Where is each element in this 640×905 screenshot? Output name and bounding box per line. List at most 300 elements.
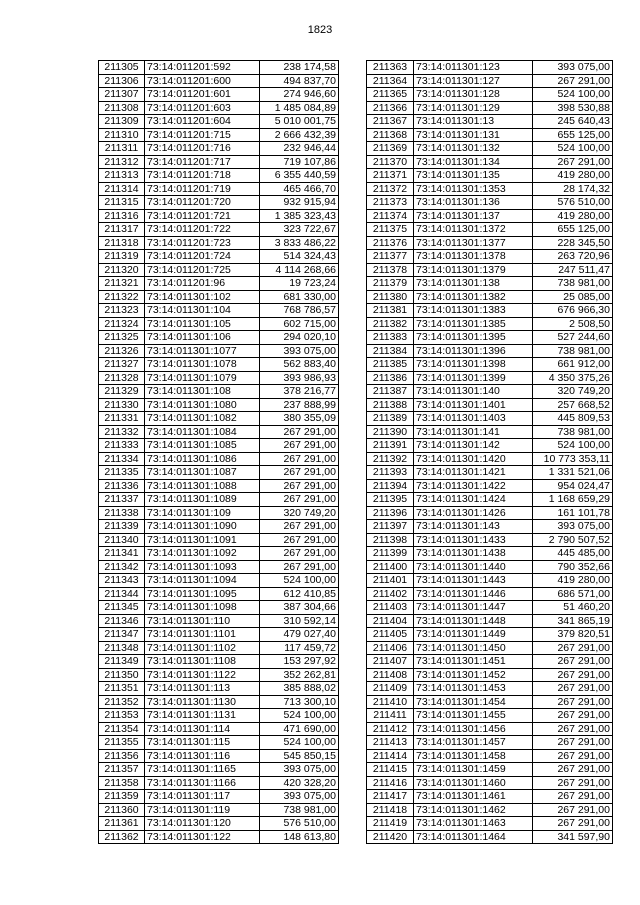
cadastral-value: 267 291,00 (533, 736, 613, 750)
table-row (367, 358, 613, 372)
cadastral-number: 73:14:011301:1440 (414, 560, 533, 574)
row-number: 211310 (99, 128, 145, 142)
table-row (99, 74, 339, 88)
cadastral-number: 73:14:011301:1385 (414, 317, 533, 331)
cadastral-number: 73:14:011301:1460 (414, 776, 533, 790)
row-number: 211329 (99, 385, 145, 399)
table-row (367, 601, 613, 615)
row-number: 211390 (367, 425, 414, 439)
row-number: 211417 (367, 790, 414, 804)
cadastral-value: 267 291,00 (260, 520, 339, 534)
cadastral-number: 73:14:011301:1092 (145, 547, 260, 561)
cadastral-value: 1 385 323,43 (260, 209, 339, 223)
cadastral-number: 73:14:011301:1087 (145, 466, 260, 480)
table-row (367, 776, 613, 790)
row-number: 211412 (367, 722, 414, 736)
cadastral-value: 320 749,20 (260, 506, 339, 520)
table-row (99, 641, 339, 655)
cadastral-number: 73:14:011301:123 (414, 61, 533, 75)
table-row (367, 115, 613, 129)
cadastral-value: 420 328,20 (260, 776, 339, 790)
table-right-body (367, 61, 613, 844)
table-row (367, 479, 613, 493)
row-number: 211312 (99, 155, 145, 169)
row-number: 211357 (99, 763, 145, 777)
cadastral-value: 237 888,99 (260, 398, 339, 412)
cadastral-value: 274 946,60 (260, 88, 339, 102)
row-number: 211374 (367, 209, 414, 223)
cadastral-value: 445 809,53 (533, 412, 613, 426)
cadastral-value: 5 010 001,75 (260, 115, 339, 129)
table-row (99, 479, 339, 493)
cadastral-value: 393 075,00 (260, 344, 339, 358)
row-number: 211348 (99, 641, 145, 655)
table-row (367, 709, 613, 723)
cadastral-value: 524 100,00 (533, 88, 613, 102)
row-number: 211416 (367, 776, 414, 790)
cadastral-value: 267 291,00 (260, 425, 339, 439)
cadastral-number: 73:14:011301:110 (145, 614, 260, 628)
row-number: 211418 (367, 803, 414, 817)
table-row (99, 439, 339, 453)
cadastral-number: 73:14:011201:603 (145, 101, 260, 115)
row-number: 211352 (99, 695, 145, 709)
row-number: 211401 (367, 574, 414, 588)
cadastral-number: 73:14:011201:725 (145, 263, 260, 277)
cadastral-value: 524 100,00 (260, 709, 339, 723)
cadastral-number: 73:14:011301:1422 (414, 479, 533, 493)
table-row (99, 722, 339, 736)
row-number: 211388 (367, 398, 414, 412)
cadastral-value: 267 291,00 (533, 655, 613, 669)
table-row (367, 655, 613, 669)
row-number: 211338 (99, 506, 145, 520)
table-row (99, 695, 339, 709)
table-row (99, 817, 339, 831)
cadastral-value: 238 174,58 (260, 61, 339, 75)
cadastral-number: 73:14:011301:1450 (414, 641, 533, 655)
cadastral-number: 73:14:011301:135 (414, 169, 533, 183)
cadastral-number: 73:14:011301:137 (414, 209, 533, 223)
cadastral-number: 73:14:011201:724 (145, 250, 260, 264)
row-number: 211311 (99, 142, 145, 156)
row-number: 211371 (367, 169, 414, 183)
cadastral-number: 73:14:011301:1451 (414, 655, 533, 669)
cadastral-number: 73:14:011301:1377 (414, 236, 533, 250)
cadastral-number: 73:14:011301:131 (414, 128, 533, 142)
row-number: 211319 (99, 250, 145, 264)
cadastral-value: 257 668,52 (533, 398, 613, 412)
cadastral-value: 352 262,81 (260, 668, 339, 682)
cadastral-number: 73:14:011301:1463 (414, 817, 533, 831)
cadastral-number: 73:14:011301:1399 (414, 371, 533, 385)
table-row (99, 668, 339, 682)
table-row (99, 655, 339, 669)
table-row (99, 682, 339, 696)
table-row (99, 290, 339, 304)
cadastral-value: 738 981,00 (533, 277, 613, 291)
table-row (367, 466, 613, 480)
row-number: 211362 (99, 830, 145, 844)
cadastral-number: 73:14:011301:1079 (145, 371, 260, 385)
cadastral-value: 267 291,00 (533, 749, 613, 763)
row-number: 211307 (99, 88, 145, 102)
table-row (99, 182, 339, 196)
cadastral-number: 73:14:011301:1085 (145, 439, 260, 453)
row-number: 211372 (367, 182, 414, 196)
table-row (99, 115, 339, 129)
cadastral-number: 73:14:011301:1094 (145, 574, 260, 588)
row-number: 211408 (367, 668, 414, 682)
cadastral-value: 385 888,02 (260, 682, 339, 696)
cadastral-value: 524 100,00 (533, 142, 613, 156)
row-number: 211316 (99, 209, 145, 223)
table-row (99, 250, 339, 264)
table-row (367, 398, 613, 412)
cadastral-value: 341 597,90 (533, 830, 613, 844)
row-number: 211370 (367, 155, 414, 169)
table-row (99, 412, 339, 426)
table-row (99, 142, 339, 156)
table-row (99, 520, 339, 534)
row-number: 211402 (367, 587, 414, 601)
row-number: 211396 (367, 506, 414, 520)
cadastral-value: 393 075,00 (260, 763, 339, 777)
cadastral-number: 73:14:011301:1461 (414, 790, 533, 804)
cadastral-value: 686 571,00 (533, 587, 613, 601)
cadastral-value: 267 291,00 (260, 560, 339, 574)
table-row (367, 182, 613, 196)
row-number: 211335 (99, 466, 145, 480)
cadastral-number: 73:14:011301:1438 (414, 547, 533, 561)
table-row (367, 736, 613, 750)
cadastral-value: 380 355,09 (260, 412, 339, 426)
cadastral-number: 73:14:011301:1166 (145, 776, 260, 790)
cadastral-value: 471 690,00 (260, 722, 339, 736)
table-row (99, 587, 339, 601)
row-number: 211386 (367, 371, 414, 385)
cadastral-value: 612 410,85 (260, 587, 339, 601)
cadastral-number: 73:14:011301:105 (145, 317, 260, 331)
cadastral-value: 228 345,50 (533, 236, 613, 250)
cadastral-value: 267 291,00 (260, 466, 339, 480)
row-number: 211326 (99, 344, 145, 358)
cadastral-value: 655 125,00 (533, 128, 613, 142)
cadastral-value: 267 291,00 (533, 722, 613, 736)
cadastral-value: 768 786,57 (260, 304, 339, 318)
row-number: 211317 (99, 223, 145, 237)
table-row (367, 506, 613, 520)
cadastral-value: 323 722,67 (260, 223, 339, 237)
row-number: 211330 (99, 398, 145, 412)
table-row (367, 641, 613, 655)
row-number: 211323 (99, 304, 145, 318)
table-row (99, 331, 339, 345)
row-number: 211333 (99, 439, 145, 453)
table-row (367, 628, 613, 642)
row-number: 211414 (367, 749, 414, 763)
row-number: 211343 (99, 574, 145, 588)
cadastral-number: 73:14:011301:136 (414, 196, 533, 210)
cadastral-number: 73:14:011301:1165 (145, 763, 260, 777)
cadastral-number: 73:14:011301:1452 (414, 668, 533, 682)
cadastral-value: 719 107,86 (260, 155, 339, 169)
row-number: 211350 (99, 668, 145, 682)
row-number: 211405 (367, 628, 414, 642)
table-row (367, 722, 613, 736)
row-number: 211377 (367, 250, 414, 264)
table-row (367, 749, 613, 763)
cadastral-value: 341 865,19 (533, 614, 613, 628)
row-number: 211379 (367, 277, 414, 291)
table-row (99, 263, 339, 277)
row-number: 211351 (99, 682, 145, 696)
row-number: 211309 (99, 115, 145, 129)
cadastral-number: 73:14:011201:601 (145, 88, 260, 102)
row-number: 211373 (367, 196, 414, 210)
cadastral-number: 73:14:011301:1443 (414, 574, 533, 588)
row-number: 211364 (367, 74, 414, 88)
row-number: 211342 (99, 560, 145, 574)
cadastral-value: 524 100,00 (260, 736, 339, 750)
cadastral-number: 73:14:011301:140 (414, 385, 533, 399)
table-row (99, 371, 339, 385)
cadastral-value: 267 291,00 (260, 493, 339, 507)
cadastral-number: 73:14:011301:1448 (414, 614, 533, 628)
table-row (99, 614, 339, 628)
cadastral-number: 73:14:011301:102 (145, 290, 260, 304)
table-row (367, 128, 613, 142)
cadastral-number: 73:14:011301:1459 (414, 763, 533, 777)
cadastral-value: 1 331 521,06 (533, 466, 613, 480)
row-number: 211305 (99, 61, 145, 75)
row-number: 211384 (367, 344, 414, 358)
cadastral-value: 393 075,00 (533, 61, 613, 75)
table-row (367, 830, 613, 844)
cadastral-value: 267 291,00 (533, 74, 613, 88)
row-number: 211410 (367, 695, 414, 709)
table-row (367, 169, 613, 183)
cadastral-value: 2 508,50 (533, 317, 613, 331)
cadastral-value: 51 460,20 (533, 601, 613, 615)
cadastral-number: 73:14:011301:106 (145, 331, 260, 345)
cadastral-value: 232 946,44 (260, 142, 339, 156)
table-row (99, 385, 339, 399)
cadastral-value: 310 592,14 (260, 614, 339, 628)
cadastral-number: 73:14:011301:1401 (414, 398, 533, 412)
row-number: 211387 (367, 385, 414, 399)
row-number: 211415 (367, 763, 414, 777)
cadastral-value: 514 324,43 (260, 250, 339, 264)
row-number: 211347 (99, 628, 145, 642)
table-row (367, 223, 613, 237)
cadastral-number: 73:14:011301:1462 (414, 803, 533, 817)
row-number: 211353 (99, 709, 145, 723)
row-number: 211361 (99, 817, 145, 831)
row-number: 211363 (367, 61, 414, 75)
table-row (367, 614, 613, 628)
table-row (367, 587, 613, 601)
row-number: 211327 (99, 358, 145, 372)
row-number: 211359 (99, 790, 145, 804)
cadastral-value: 562 883,40 (260, 358, 339, 372)
row-number: 211337 (99, 493, 145, 507)
table-row (367, 74, 613, 88)
cadastral-value: 379 820,51 (533, 628, 613, 642)
cadastral-value: 263 720,96 (533, 250, 613, 264)
cadastral-number: 73:14:011301:122 (145, 830, 260, 844)
cadastral-value: 661 912,00 (533, 358, 613, 372)
cadastral-number: 73:14:011301:1382 (414, 290, 533, 304)
table-row (99, 61, 339, 75)
cadastral-number: 73:14:011301:117 (145, 790, 260, 804)
row-number: 211380 (367, 290, 414, 304)
row-number: 211375 (367, 223, 414, 237)
cadastral-number: 73:14:011301:1130 (145, 695, 260, 709)
cadastral-value: 10 773 353,11 (533, 452, 613, 466)
cadastral-number: 73:14:011301:1395 (414, 331, 533, 345)
cadastral-value: 1 168 659,29 (533, 493, 613, 507)
cadastral-number: 73:14:011301:1086 (145, 452, 260, 466)
row-number: 211368 (367, 128, 414, 142)
cadastral-number: 73:14:011301:132 (414, 142, 533, 156)
table-row (99, 601, 339, 615)
row-number: 211381 (367, 304, 414, 318)
table-row (367, 560, 613, 574)
row-number: 211400 (367, 560, 414, 574)
row-number: 211392 (367, 452, 414, 466)
cadastral-number: 73:14:011301:1122 (145, 668, 260, 682)
table-row (367, 493, 613, 507)
table-row (99, 628, 339, 642)
table-row (367, 682, 613, 696)
row-number: 211403 (367, 601, 414, 615)
cadastral-value: 681 330,00 (260, 290, 339, 304)
cadastral-number: 73:14:011301:1378 (414, 250, 533, 264)
row-number: 211334 (99, 452, 145, 466)
cadastral-value: 267 291,00 (533, 790, 613, 804)
table-row (367, 155, 613, 169)
table-row (367, 371, 613, 385)
cadastral-value: 445 485,00 (533, 547, 613, 561)
row-number: 211394 (367, 479, 414, 493)
table-row (367, 304, 613, 318)
cadastral-value: 267 291,00 (533, 803, 613, 817)
table-row (99, 223, 339, 237)
row-number: 211314 (99, 182, 145, 196)
cadastral-number: 73:14:011301:1353 (414, 182, 533, 196)
cadastral-number: 73:14:011301:1383 (414, 304, 533, 318)
table-row (367, 439, 613, 453)
table-row (367, 236, 613, 250)
table-row (99, 493, 339, 507)
table-row (99, 155, 339, 169)
table-row (99, 749, 339, 763)
table-row (99, 358, 339, 372)
cadastral-value: 419 280,00 (533, 169, 613, 183)
cadastral-number: 73:14:011301:1421 (414, 466, 533, 480)
table-row (99, 533, 339, 547)
table-row (367, 695, 613, 709)
table-row (367, 317, 613, 331)
cadastral-value: 153 297,92 (260, 655, 339, 669)
cadastral-value: 524 100,00 (533, 439, 613, 453)
table-row (99, 277, 339, 291)
cadastral-value: 267 291,00 (533, 682, 613, 696)
cadastral-number: 73:14:011301:1108 (145, 655, 260, 669)
table-row (367, 277, 613, 291)
cadastral-number: 73:14:011301:113 (145, 682, 260, 696)
table-row (367, 142, 613, 156)
cadastral-value: 393 075,00 (260, 790, 339, 804)
cadastral-value: 738 981,00 (533, 425, 613, 439)
cadastral-number: 73:14:011201:600 (145, 74, 260, 88)
cadastral-value: 954 024,47 (533, 479, 613, 493)
cadastral-number: 73:14:011301:1454 (414, 695, 533, 709)
cadastral-number: 73:14:011301:1093 (145, 560, 260, 574)
page-number: 1823 (307, 24, 333, 36)
row-number: 211340 (99, 533, 145, 547)
table-row (367, 452, 613, 466)
row-number: 211404 (367, 614, 414, 628)
cadastral-number: 73:14:011201:719 (145, 182, 260, 196)
row-number: 211398 (367, 533, 414, 547)
cadastral-value: 545 850,15 (260, 749, 339, 763)
cadastral-number: 73:14:011301:1098 (145, 601, 260, 615)
row-number: 211332 (99, 425, 145, 439)
cadastral-number: 73:14:011301:1131 (145, 709, 260, 723)
cadastral-number: 73:14:011301:134 (414, 155, 533, 169)
cadastral-number: 73:14:011301:1396 (414, 344, 533, 358)
cadastral-value: 267 291,00 (260, 547, 339, 561)
cadastral-number: 73:14:011301:1449 (414, 628, 533, 642)
row-number: 211349 (99, 655, 145, 669)
table-row (367, 803, 613, 817)
cadastral-value: 267 291,00 (533, 641, 613, 655)
cadastral-value: 267 291,00 (260, 533, 339, 547)
table-row (99, 736, 339, 750)
cadastral-number: 73:14:011201:715 (145, 128, 260, 142)
table-row (367, 290, 613, 304)
row-number: 211336 (99, 479, 145, 493)
table-row (99, 574, 339, 588)
cadastral-value: 267 291,00 (260, 452, 339, 466)
row-number: 211328 (99, 371, 145, 385)
cadastral-number: 73:14:011301:143 (414, 520, 533, 534)
cadastral-number: 73:14:011301:141 (414, 425, 533, 439)
row-number: 211409 (367, 682, 414, 696)
cadastral-value: 655 125,00 (533, 223, 613, 237)
cadastral-value: 267 291,00 (533, 817, 613, 831)
cadastral-number: 73:14:011301:1455 (414, 709, 533, 723)
cadastral-value: 294 020,10 (260, 331, 339, 345)
row-number: 211339 (99, 520, 145, 534)
table-row (99, 209, 339, 223)
cadastral-number: 73:14:011301:13 (414, 115, 533, 129)
cadastral-number: 73:14:011301:114 (145, 722, 260, 736)
cadastral-value: 267 291,00 (533, 709, 613, 723)
table-row (99, 466, 339, 480)
cadastral-number: 73:14:011301:129 (414, 101, 533, 115)
cadastral-number: 73:14:011301:1078 (145, 358, 260, 372)
cadastral-value: 524 100,00 (260, 574, 339, 588)
row-number: 211367 (367, 115, 414, 129)
cadastral-value: 738 981,00 (260, 803, 339, 817)
row-number: 211395 (367, 493, 414, 507)
cadastral-value: 3 833 486,22 (260, 236, 339, 250)
cadastral-value: 378 216,77 (260, 385, 339, 399)
row-number: 211391 (367, 439, 414, 453)
